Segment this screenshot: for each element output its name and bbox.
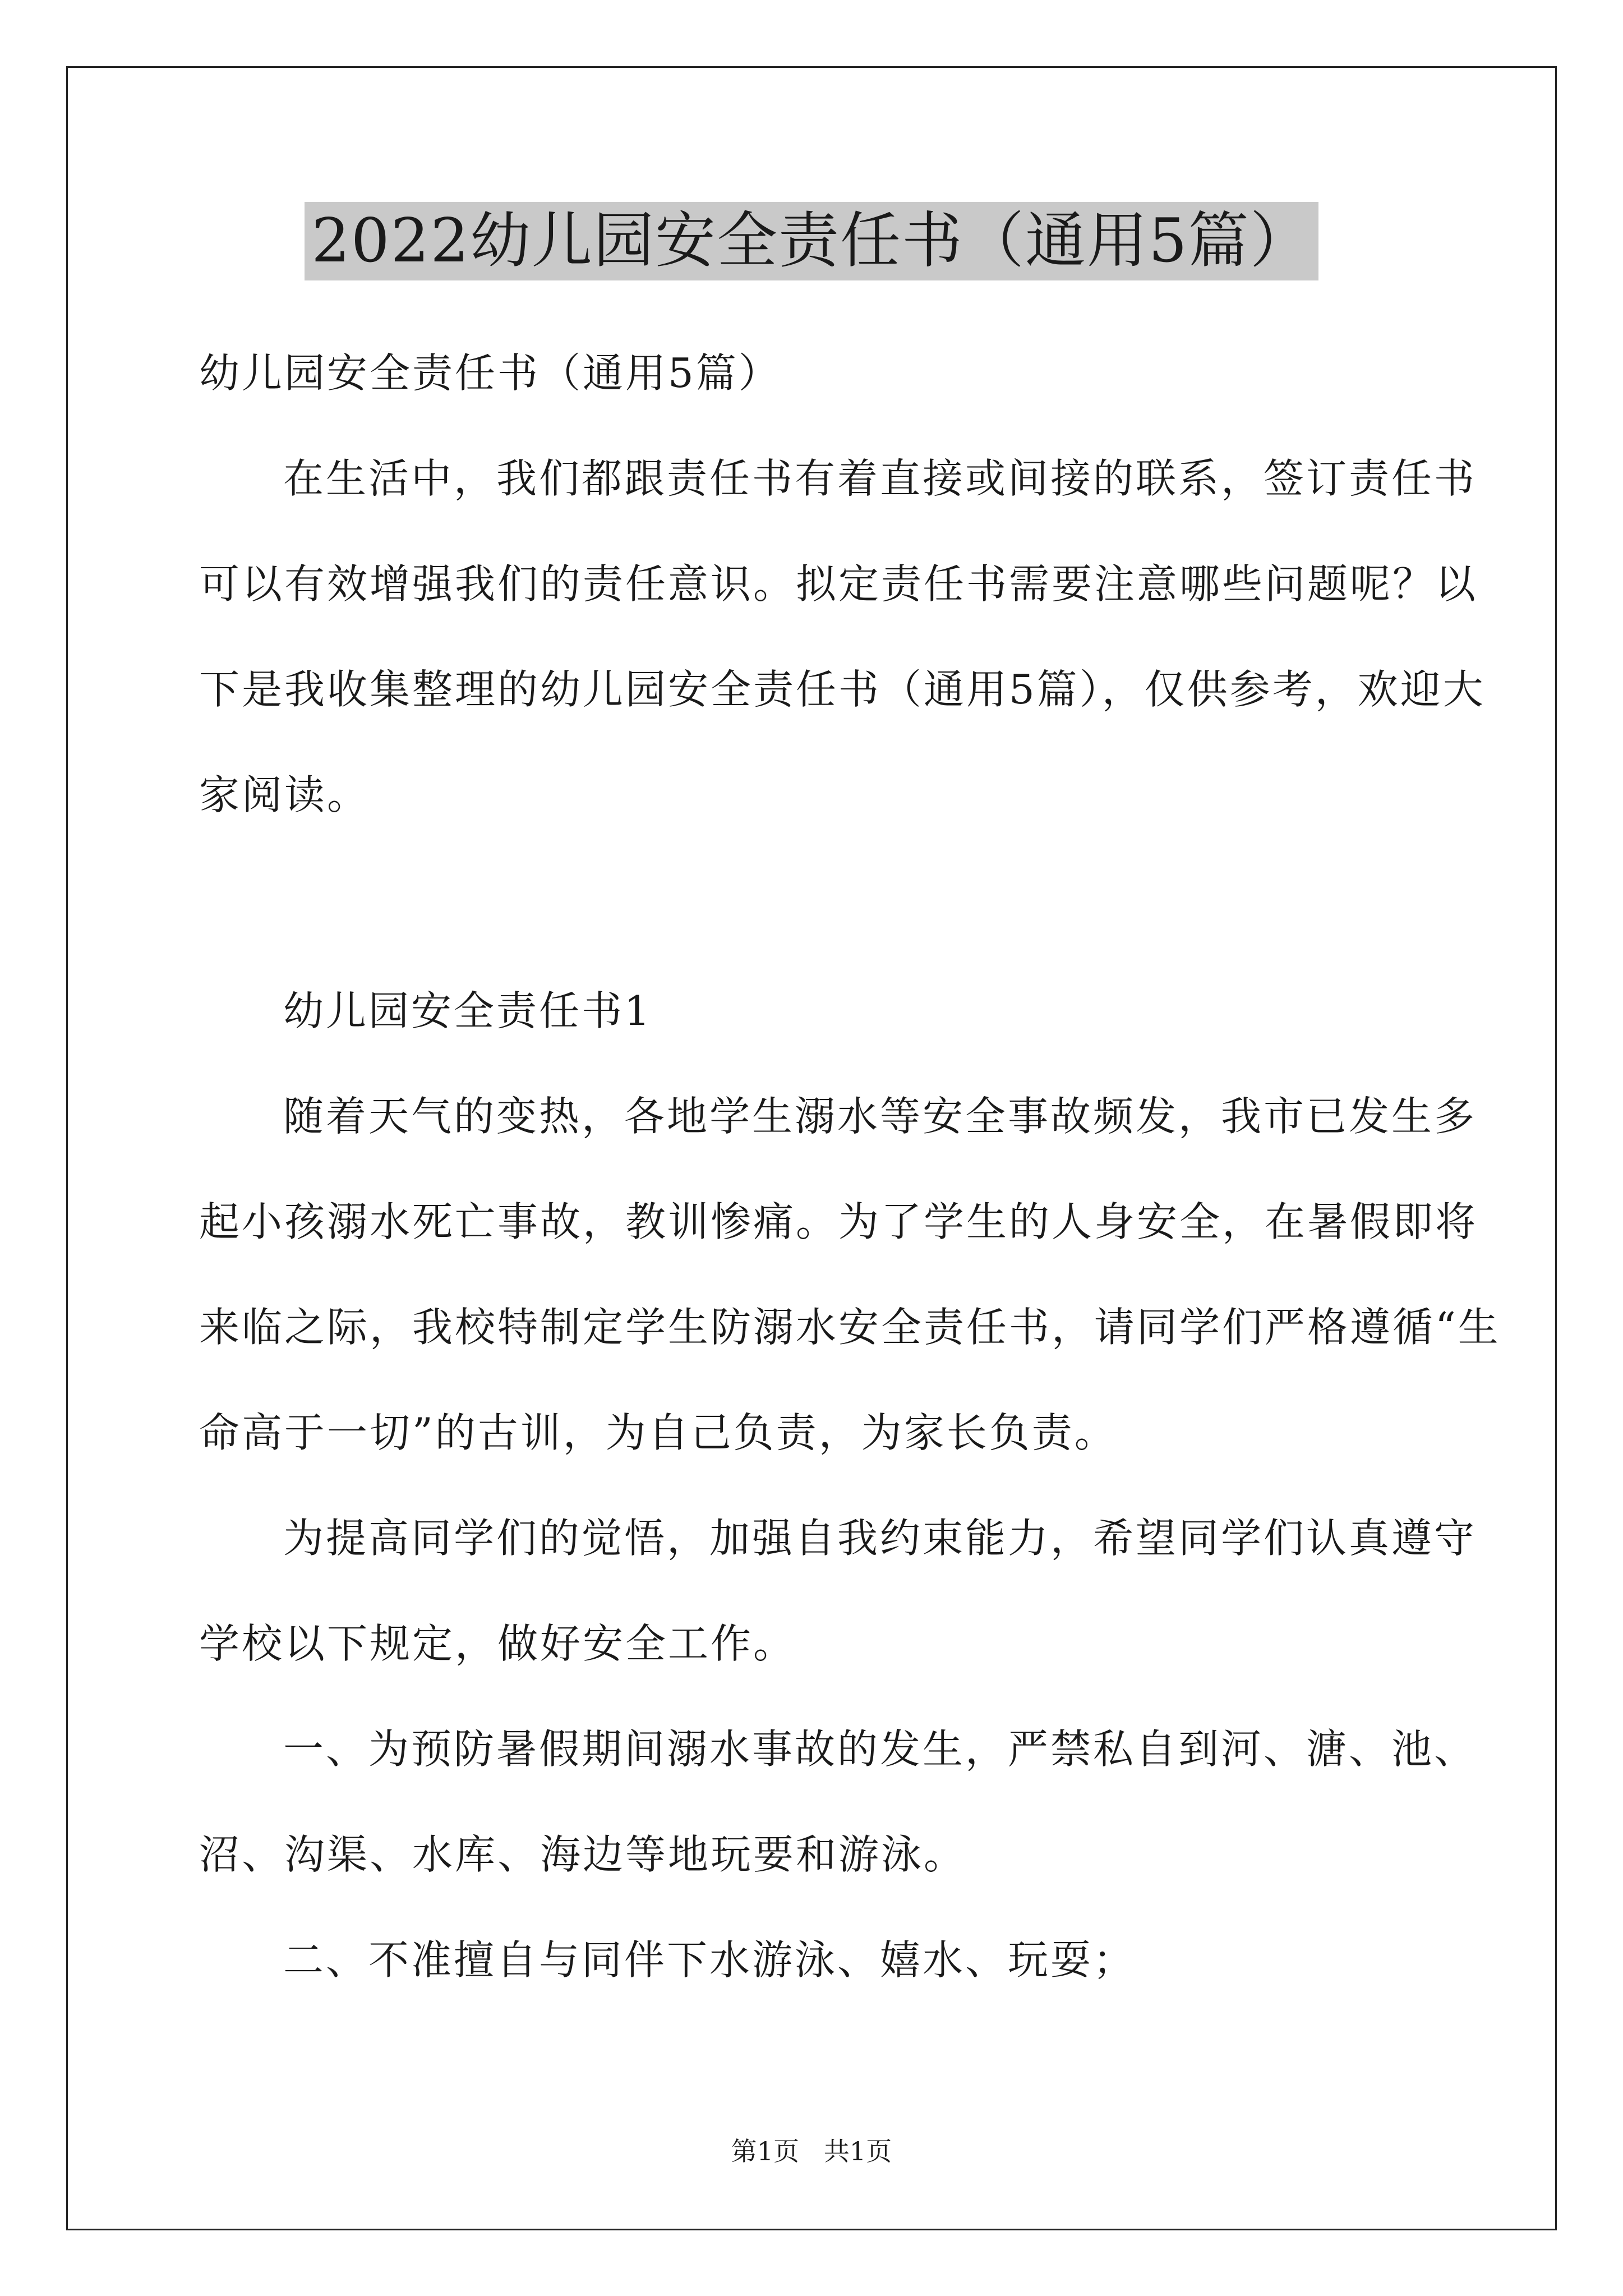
paragraph-line: 沼、沟渠、水库、海边等地玩要和游泳。 (199, 1831, 967, 1878)
paragraph-line: 家阅读。 (199, 771, 370, 818)
paragraph-line: 命高于一切”的古训，为自己负责，为家长负责。 (199, 1409, 1117, 1456)
title-container (0, 202, 1623, 280)
paragraph-line: 一、为预防暑假期间溺水事故的发生，严禁私自到河、溏、池、 (283, 1726, 1477, 1773)
document-title: 2022幼儿园安全责任书（通用5篇） (305, 202, 1318, 280)
paragraph-line: 起小孩溺水死亡事故，教训惨痛。为了学生的人身安全，在暑假即将 (199, 1198, 1478, 1245)
paragraph-line: 学校以下规定，做好安全工作。 (199, 1620, 796, 1667)
paragraph-line: 在生活中，我们都跟责任书有着直接或间接的联系，签订责任书 (283, 455, 1477, 502)
paragraph-line: 随着天气的变热，各地学生溺水等安全事故频发，我市已发生多 (283, 1093, 1477, 1140)
page-footer: 第1页 共1页 (731, 2136, 892, 2166)
paragraph-line: 为提高同学们的觉悟，加强自我约束能力，希望同学们认真遵守 (283, 1515, 1477, 1562)
paragraph-line: 来临之际，我校特制定学生防溺水安全责任书，请同学们严格遵循“生 (199, 1304, 1501, 1351)
paragraph-line: 下是我收集整理的幼儿园安全责任书（通用5篇），仅供参考，欢迎大 (199, 666, 1486, 713)
subtitle-line: 幼儿园安全责任书（通用5篇） (199, 349, 781, 397)
paragraph-line: 二、不准擅自与同伴下水游泳、嬉水、玩耍； (283, 1936, 1136, 1984)
section-heading: 幼儿园安全责任书1 (283, 987, 652, 1034)
paragraph-line: 可以有效增强我们的责任意识。拟定责任书需要注意哪些问题呢？以 (199, 560, 1478, 608)
